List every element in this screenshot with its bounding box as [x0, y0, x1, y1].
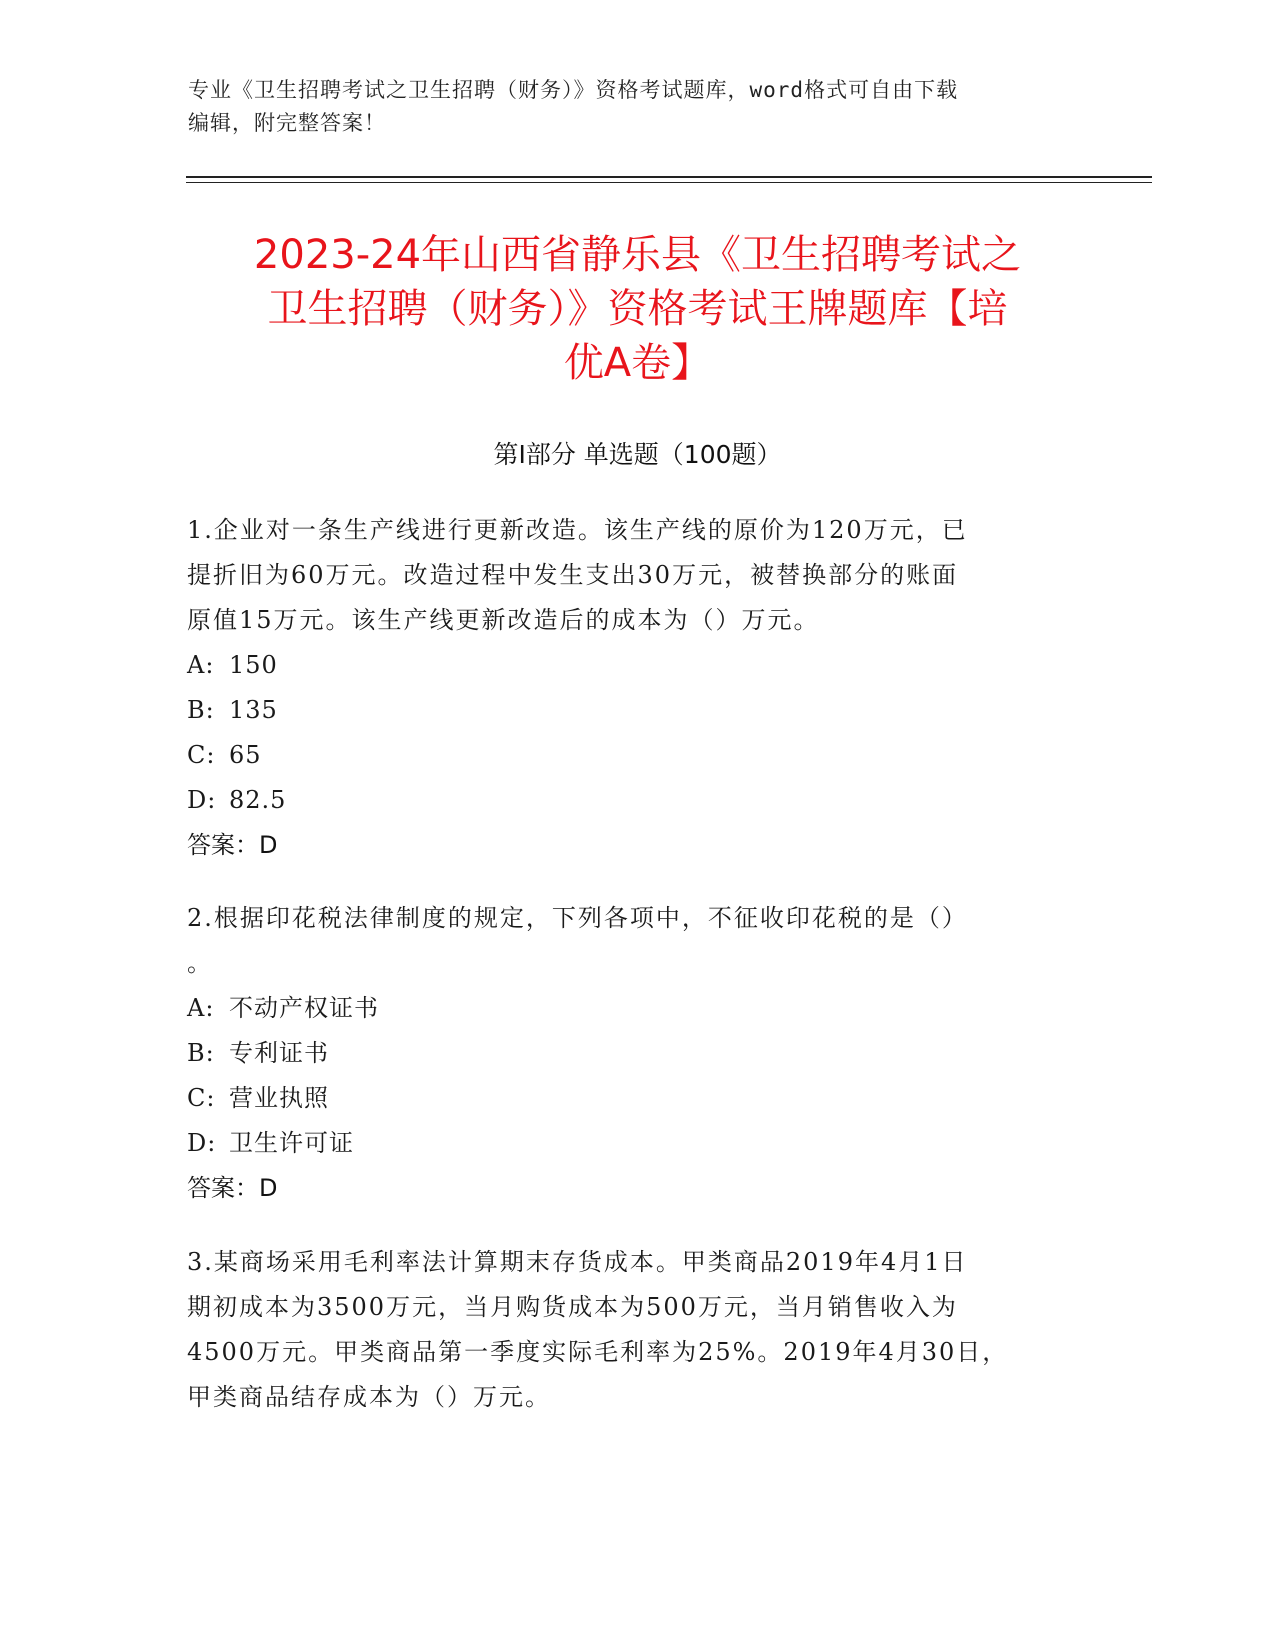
document-title	[150, 228, 1125, 390]
title-line-3: 优A卷】	[563, 340, 712, 386]
question-2	[187, 896, 1067, 1211]
header-note-line-2: 编辑，附完整答案！	[188, 111, 386, 135]
option-key: B:	[187, 1039, 215, 1067]
question-line: 甲类商品结存成本为（）万元。	[187, 1383, 551, 1411]
title-line-1: 2023-24年山西省静乐县《卫生招聘考试之	[253, 232, 1022, 278]
option-text: 专利证书	[229, 1039, 329, 1067]
question-line: 4500万元。甲类商品第一季度实际毛利率为25%。2019年4月30日，	[187, 1338, 1009, 1366]
option-c	[187, 733, 1067, 778]
question-1	[187, 508, 1067, 868]
question-text	[187, 1240, 1067, 1420]
answer-line: 答案：D	[187, 831, 278, 859]
option-text: 卫生许可证	[229, 1129, 354, 1157]
question-line: 提折旧为60万元。改造过程中发生支出30万元，被替换部分的账面	[187, 561, 959, 589]
option-c	[187, 1076, 1067, 1121]
option-text: 82.5	[229, 786, 287, 814]
question-line: 期初成本为3500万元，当月购货成本为500万元，当月销售收入为	[187, 1293, 958, 1321]
option-text: 65	[229, 741, 262, 769]
option-a	[187, 643, 1067, 688]
answer-line: 答案：D	[187, 1174, 278, 1202]
header-note	[188, 74, 1068, 140]
option-text: 营业执照	[229, 1084, 329, 1112]
header-note-line-1: 专业《卫生招聘考试之卫生招聘（财务）》资格考试题库，word格式可自由下载	[188, 78, 959, 102]
option-key: D:	[187, 1129, 217, 1157]
title-line-2: 卫生招聘（财务）》资格考试王牌题库【培	[267, 286, 1008, 332]
question-3	[187, 1240, 1067, 1420]
option-key: B:	[187, 696, 215, 724]
question-line: 3.某商场采用毛利率法计算期末存货成本。甲类商品2019年4月1日	[187, 1248, 968, 1276]
option-key: C:	[187, 1084, 216, 1112]
option-d	[187, 1121, 1067, 1166]
question-line: 原值15万元。该生产线更新改造后的成本为（）万元。	[187, 606, 820, 634]
question-text	[187, 508, 1067, 643]
option-key: A:	[187, 651, 215, 679]
option-key: C:	[187, 741, 216, 769]
question-line: 1.企业对一条生产线进行更新改造。该生产线的原价为120万元，已	[187, 516, 968, 544]
option-key: A:	[187, 994, 215, 1022]
option-text: 不动产权证书	[229, 994, 379, 1022]
question-line: 2.根据印花税法律制度的规定，下列各项中，不征收印花税的是（）	[187, 904, 968, 932]
header-divider-thin	[186, 182, 1152, 183]
option-b	[187, 688, 1067, 733]
option-text: 150	[229, 651, 278, 679]
option-key: D:	[187, 786, 217, 814]
question-text	[187, 896, 1067, 986]
question-line: 。	[187, 949, 213, 977]
option-a	[187, 986, 1067, 1031]
header-divider-thick	[186, 176, 1152, 178]
section-heading: 第I部分 单选题（100题）	[493, 440, 782, 469]
option-text: 135	[229, 696, 278, 724]
option-d	[187, 778, 1067, 823]
option-b	[187, 1031, 1067, 1076]
